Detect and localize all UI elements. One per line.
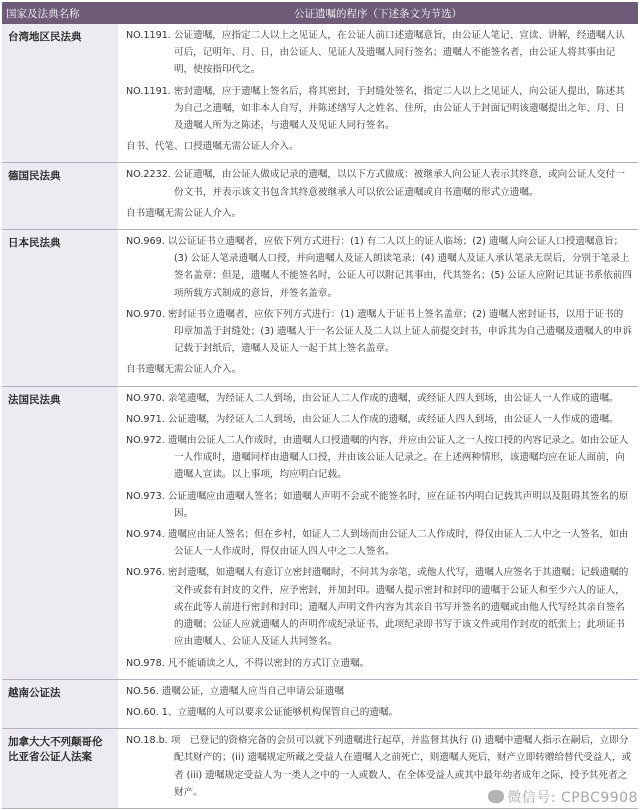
article-number: NO.973.: [126, 490, 165, 502]
law-name-cell: 德国民法典: [2, 163, 118, 230]
article-text: 密封遗嘱，如遗嘱人有意订立密封遗嘱时，不问其为亲笔，或他人代写，遗嘱人应签名于其遗嘱；记载遗嘱的文件或套有封皮的文件，应予密封，并加封印。遗嘱人提示密封和封印的遗嘱于公证人和至少六人的证人，或在此等人前进行密封和封印；遗嘱人声明文件内容为其亲自书写并签名的遗嘱或由他人代写经其亲自签名的遗嘱；公证人应就遗嘱人的声明作成纪录证书，此项纪录即书写于该文件或用作封皮的纸张上；此项证书应由遗嘱人、公证人及证人共同签名。: [167, 567, 629, 648]
article-paragraph: [126, 27, 632, 79]
law-name-cell: 台湾地区民法典: [2, 24, 118, 163]
article-number: NO.56.: [126, 685, 159, 697]
article-number: NO.972.: [126, 435, 165, 447]
article-number: NO.970.: [126, 392, 165, 404]
article-paragraph: [126, 83, 632, 135]
document-page: [0, 2, 640, 810]
article-number: NO.971.: [126, 413, 165, 425]
article-text: 遗嘱应由证人签名；但在乡村，如证人二人到场而由公证人二人作成时，得仅由证人二人中之一人签名，如由公证人一人作成时，得仅由证人四人中之二人签名。: [167, 529, 629, 558]
header-procedure: 公证遗嘱的程序（下述条文为节选）: [118, 2, 638, 24]
article-paragraph: [126, 432, 632, 484]
article-paragraph: [126, 390, 632, 407]
law-comparison-table: [2, 2, 638, 809]
procedure-cell: [118, 679, 638, 728]
procedure-cell: [118, 163, 638, 230]
article-text: 1、立遗嘱的人可以要求公证能够机构保管自己的遗嘱。: [161, 706, 399, 718]
article-paragraph: [126, 488, 632, 522]
article-number: NO.974.: [126, 529, 165, 541]
article-number: NO.1191.: [126, 30, 171, 41]
law-name-cell: 加拿大大不列颠哥伦比亚省公证人法案: [2, 729, 118, 809]
article-number: NO.970.: [126, 308, 165, 320]
table-row: [2, 230, 638, 387]
article-paragraph: [126, 655, 632, 672]
law-name-cell: 法国民法典: [2, 386, 118, 679]
article-paragraph: [126, 205, 632, 222]
article-paragraph: [126, 166, 632, 200]
procedure-cell: [118, 230, 638, 387]
article-paragraph: [126, 233, 632, 302]
procedure-cell: [118, 386, 638, 679]
article-paragraph: [126, 361, 632, 378]
table-row: [2, 163, 638, 230]
article-text: 项 已登记的资格完备的会员可以就下列遗嘱进行起草，并监督其执行 (i) 遗嘱中遗嘱人指示在嗣后，立即分配其财产的；(ii) 遗嘱规定所藏之受益人在遗嘱人之前死亡，则遗嘱人死后，财产立即转赠给替代受益人，或者 (iii) 遗嘱规定受益人为一类人之中的一人或数人，在全体受益人或其中最年幼者成年之际，授予其死者之财产。: [170, 735, 632, 798]
article-number: NO.18.b.: [126, 735, 168, 747]
article-paragraph: [126, 564, 632, 650]
article-text: 密封证书立遗嘱者，应依下列方式进行：(1) 遗嘱人于证书上签名盖章；(2) 遗嘱人密封证书，以用于证书的印章加盖于封缝处；(3) 遗嘱人于一名公证人及二人以上证人前提交封书，申诉其为自己遗嘱及遗嘱人的申诉记载于封纸后，遗嘱人及证人一起于其上签名盖章。: [167, 308, 632, 355]
article-text: 凡不能诵读之人，不得以密封的方式订立遗嘱。: [167, 657, 370, 669]
article-paragraph: [126, 683, 632, 700]
article-text: 公证遗嘱应由遗嘱人签名；如遗嘱人声明不会或不能签名时，应在证书内明白记载其声明以及阻碍其签名的原因。: [167, 490, 629, 519]
article-text: 遗嘱由公证人二人作成时，由遗嘱人口授遗嘱的内容，并应由公证人之一人按口授的内容记录之。如由公证人一人作成时，遗嘱同样由遗嘱人口授，并由该公证人记录之。在上述两种情形，该遗嘱均应在证人面前，向遗嘱人宣读。以上事项，均应明白记载。: [167, 435, 629, 481]
article-paragraph: [126, 411, 632, 428]
article-text: 以公证证书立遗嘱者，应依下列方式进行：(1) 有二人以上的证人临场；(2) 遗嘱人向公证人口授遗嘱意旨；(3) 公证人笔录遗嘱人口授，并向遗嘱人及证人朗读笔录；(4) 遗嘱人及证人承认笔录无误后，分别于笔录上签名盖章；但是，遗嘱人不能签名时，公证人可以附记其事由，代其签名；(5) 公证人应附记其证书系依前四项所载方式制成的意旨，并签名盖章。: [167, 236, 632, 299]
wechat-watermark: 微信号: CPBC9908: [488, 787, 638, 807]
law-name-cell: 越南公证法: [2, 679, 118, 728]
wechat-icon: [488, 790, 504, 803]
article-text: 遗嘱公证，立遗嘱人应当自己申请公证遗嘱: [161, 685, 344, 697]
article-paragraph: [126, 526, 632, 560]
table-header-row: [2, 2, 638, 24]
article-text: 公证遗嘱，由公证人做成记录的遗嘱，以以下方式做成：被继承人向公证人表示其终意，或向公证人交付一份文书，并表示该文书包含其终意被继承人可以依公证遗嘱或自书遗嘱的形式立遗嘱。: [173, 169, 625, 198]
table-row: [2, 24, 638, 163]
article-text: 自书遗嘱无需公证人介入。: [126, 364, 242, 376]
article-text: 自书遗嘱无需公证人介入。: [126, 207, 242, 219]
article-paragraph: [126, 704, 632, 721]
article-number: NO.1191.: [126, 85, 171, 97]
article-number: NO.60.: [126, 706, 159, 718]
procedure-cell: [118, 24, 638, 163]
article-paragraph: [126, 138, 632, 155]
article-number: NO.2232.: [126, 169, 171, 181]
article-text: 自书、代笔、口授遗嘱无需公证人介入。: [126, 141, 299, 153]
table-row: [2, 386, 638, 679]
article-number: NO.969.: [126, 236, 165, 248]
table-row: [2, 679, 638, 728]
article-text: 公证遗嘱，应指定二人以上之见证人，在公证人前口述遗嘱意旨，由公证人笔记、宣读、讲解，经遗嘱人认可后，记明年、月、日，由公证人、见证人及遗嘱人同行签名；遗嘱人不能签名者，由公证人将其事由记明，使按指印代之。: [173, 30, 625, 76]
article-paragraph: [126, 306, 632, 358]
article-text: 密封遗嘱，应于遗嘱上签名后，将其密封，于封缝处签名，指定二人以上之见证人，向公证人提出，陈述其为自己之遗嘱，如非本人自写，并陈述缮写人之姓名、住所，由公证人于封面记明该遗嘱提出之年、月、日及遗嘱人所为之陈述，与遗嘱人及见证人同行签名。: [173, 85, 625, 132]
article-number: NO.978.: [126, 657, 165, 669]
table-body: [2, 24, 638, 808]
article-text: 亲笔遗嘱，为经证人二人到场，由公证人二人作成的遗嘱，或经证人四人到场，由公证人一人作成的遗嘱。: [167, 392, 619, 404]
article-number: NO.976.: [126, 567, 165, 579]
law-name-cell: 日本民法典: [2, 230, 118, 387]
article-text: 公证遗嘱，为经证人二人到场，由公证人二人作成的遗嘱，或经证人四人到场，由公证人一人作成的遗嘱。: [167, 413, 619, 425]
header-law-name: 国家及法典名称: [2, 2, 118, 24]
